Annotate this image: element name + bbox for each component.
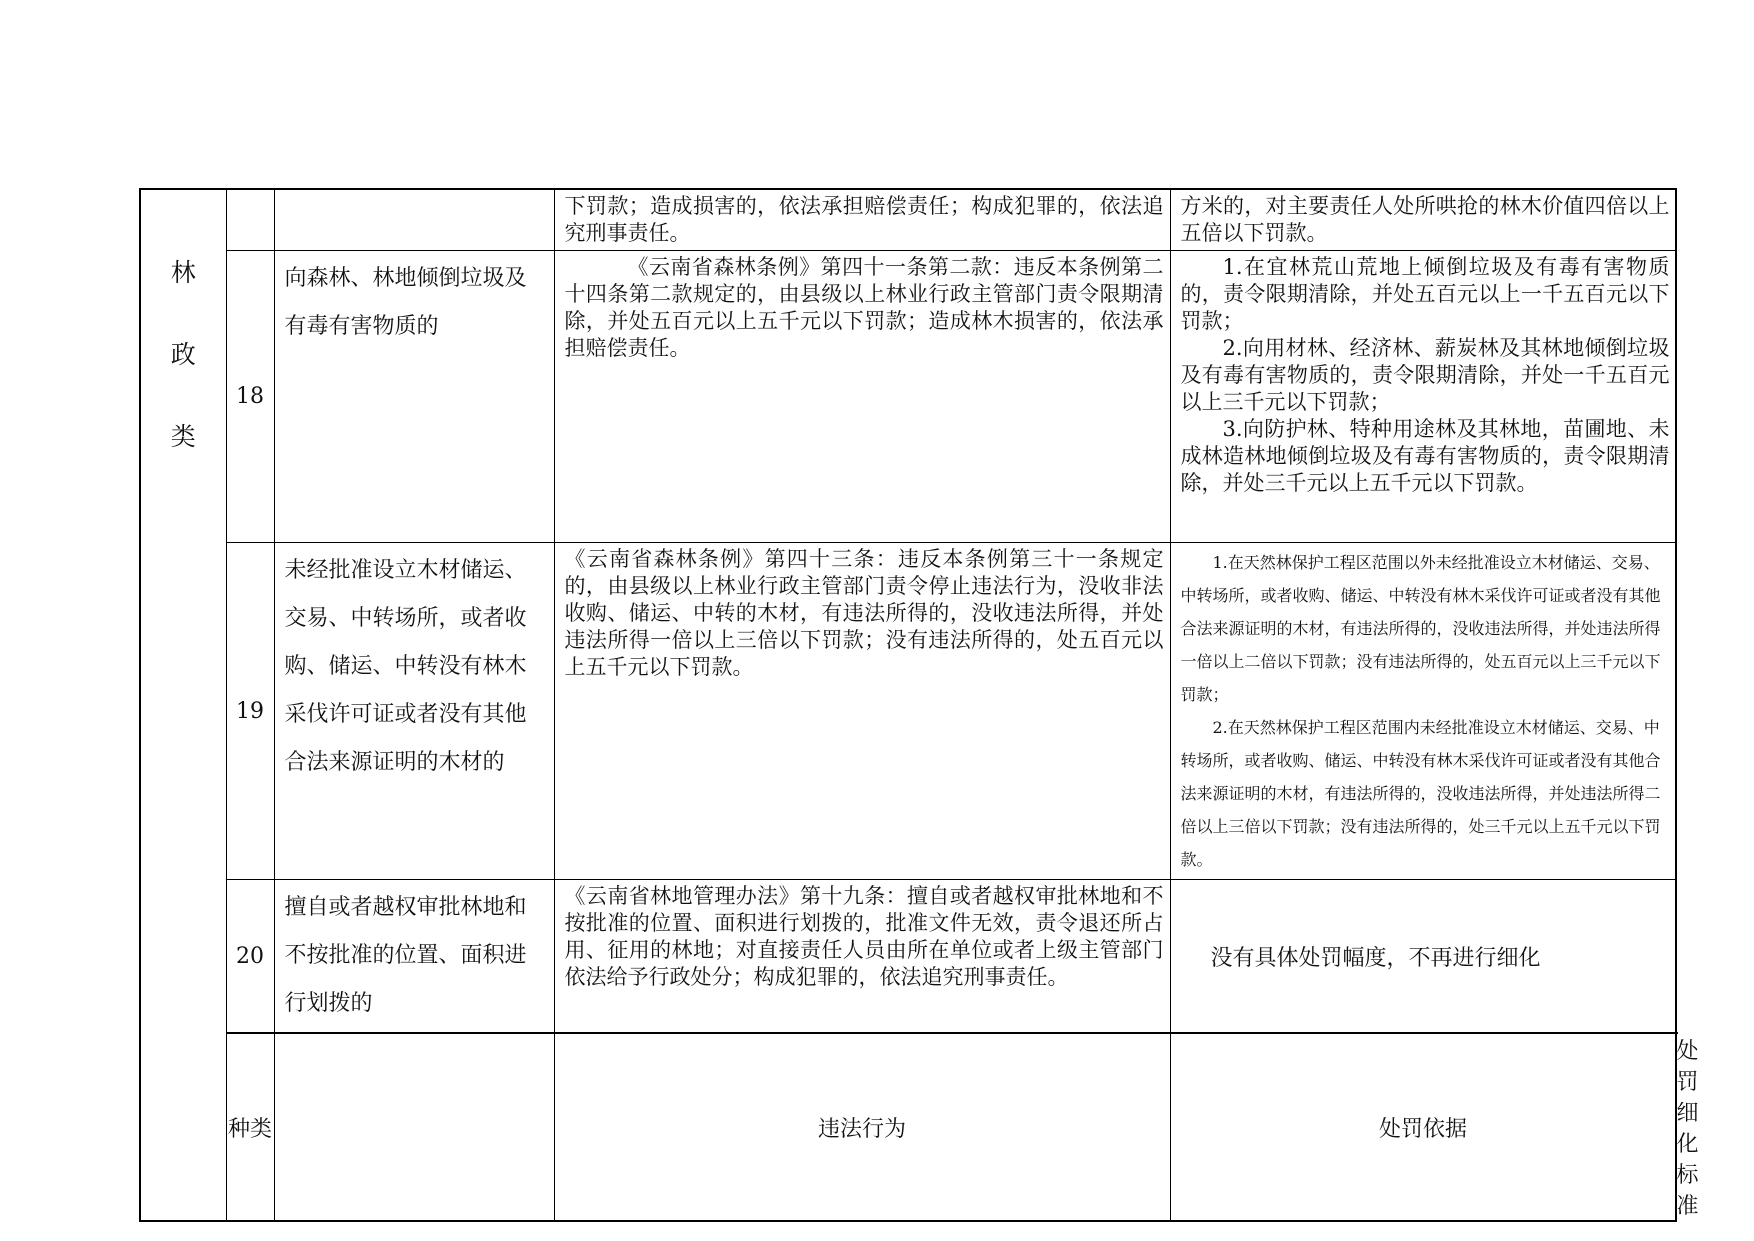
row-number: 19 <box>226 543 274 880</box>
category-char: 林 <box>170 258 196 287</box>
header-number <box>274 1033 554 1221</box>
standard-cell <box>1170 251 1676 543</box>
basis-text: 下罚款；造成损害的，依法承担赔偿责任；构成犯罪的，依法追究刑事责任。 <box>564 194 1164 245</box>
standard-item: 2.在天然林保护工程区范围内未经批准设立木材储运、交易、中转场所，或者收购、储运、中转没有林木采伐许可证或者没有其他合法来源证明的木材，有违法所得的，没收违法所得，并处违法所得二倍以上三倍以下罚款；没有违法所得的，处三千元以上五千元以下罚款。 <box>1180 718 1661 869</box>
header-violation: 违法行为 <box>554 1033 1170 1221</box>
penalty-table <box>139 188 1699 1222</box>
basis-cell <box>554 251 1170 543</box>
violation-cell: 未经批准设立木材储运、交易、中转场所，或者收购、储运、中转没有林木采伐许可证或者没有其他合法来源证明的木材的 <box>274 543 554 880</box>
basis-cell <box>554 189 1170 251</box>
table-row <box>140 880 1676 1034</box>
standard-cell <box>1170 880 1676 1034</box>
standard-text: 没有具体处罚幅度，不再进行细化 <box>1210 945 1541 971</box>
table-row <box>140 251 1676 543</box>
header-basis: 处罚依据 <box>1170 1033 1676 1221</box>
row-number <box>226 189 274 251</box>
standard-item: 1.在天然林保护工程区范围以外未经批准设立木材储运、交易、中转场所，或者收购、储运、中转没有林木采伐许可证或者没有其他合法来源证明的木材，有违法所得的，没收违法所得，并处违法所得一倍以上二倍以下罚款；没有违法所得的，处五百元以上三千元以下罚款； <box>1180 553 1661 704</box>
row-number: 20 <box>226 880 274 1034</box>
basis-text: 《云南省森林条例》第四十一条第二款：违反本条例第二十四条第二款规定的，由县级以上林业行政主管部门责令限期清除，并处五百元以上五千元以下罚款；造成林木损害的，依法承担赔偿责任。 <box>564 255 1164 360</box>
standard-item: 1.在宜林荒山荒地上倾倒垃圾及有毒有害物质的，责令限期清除，并处五百元以上一千五百元以下罚款； <box>1180 255 1670 333</box>
basis-cell <box>554 880 1170 1034</box>
standard-item: 2.向用材林、经济林、薪炭林及其林地倾倒垃圾及有毒有害物质的，责令限期清除，并处一千五百元以上三千元以下罚款； <box>1180 336 1670 414</box>
table-row <box>140 543 1676 880</box>
standard-cell <box>1170 543 1676 880</box>
standard-cell <box>1170 189 1676 251</box>
standard-item: 3.向防护林、特种用途林及其林地，苗圃地、未成林造林地倾倒垃圾及有毒有害物质的，责令限期清除，并处三千元以上五千元以下罚款。 <box>1180 417 1670 495</box>
category-char: 政 <box>170 340 196 369</box>
category-cell <box>140 189 226 1221</box>
violation-cell: 擅自或者越权审批林地和不按批准的位置、面积进行划拨的 <box>274 880 554 1034</box>
violation-cell <box>274 189 554 251</box>
table-row <box>140 189 1676 251</box>
standard-text: 方米的，对主要责任人处所哄抢的林木价值四倍以上五倍以下罚款。 <box>1180 194 1670 245</box>
header-category: 种类 <box>226 1033 274 1221</box>
violation-cell: 向森林、林地倾倒垃圾及有毒有害物质的 <box>274 251 554 543</box>
table-header-row: 种类 违法行为 处罚依据 处罚细化标准 <box>140 1033 1676 1221</box>
basis-text: 《云南省森林条例》第四十三条：违反本条例第三十一条规定的，由县级以上林业行政主管部门责令停止违法行为，没收非法收购、储运、中转的木材，有违法所得的，没收违法所得，并处违法所得一倍以上三倍以下罚款；没有违法所得的，处五百元以上五千元以下罚款。 <box>564 547 1164 679</box>
basis-text: 《云南省林地管理办法》第十九条：擅自或者越权审批林地和不按批准的位置、面积进行划拨的，批准文件无效，责令退还所占用、征用的林地；对直接责任人员由所在单位或者上级主管部门依法给予行政处分；构成犯罪的，依法追究刑事责任。 <box>564 884 1164 989</box>
category-char: 类 <box>170 422 196 451</box>
basis-cell <box>554 543 1170 880</box>
row-number: 18 <box>226 251 274 543</box>
